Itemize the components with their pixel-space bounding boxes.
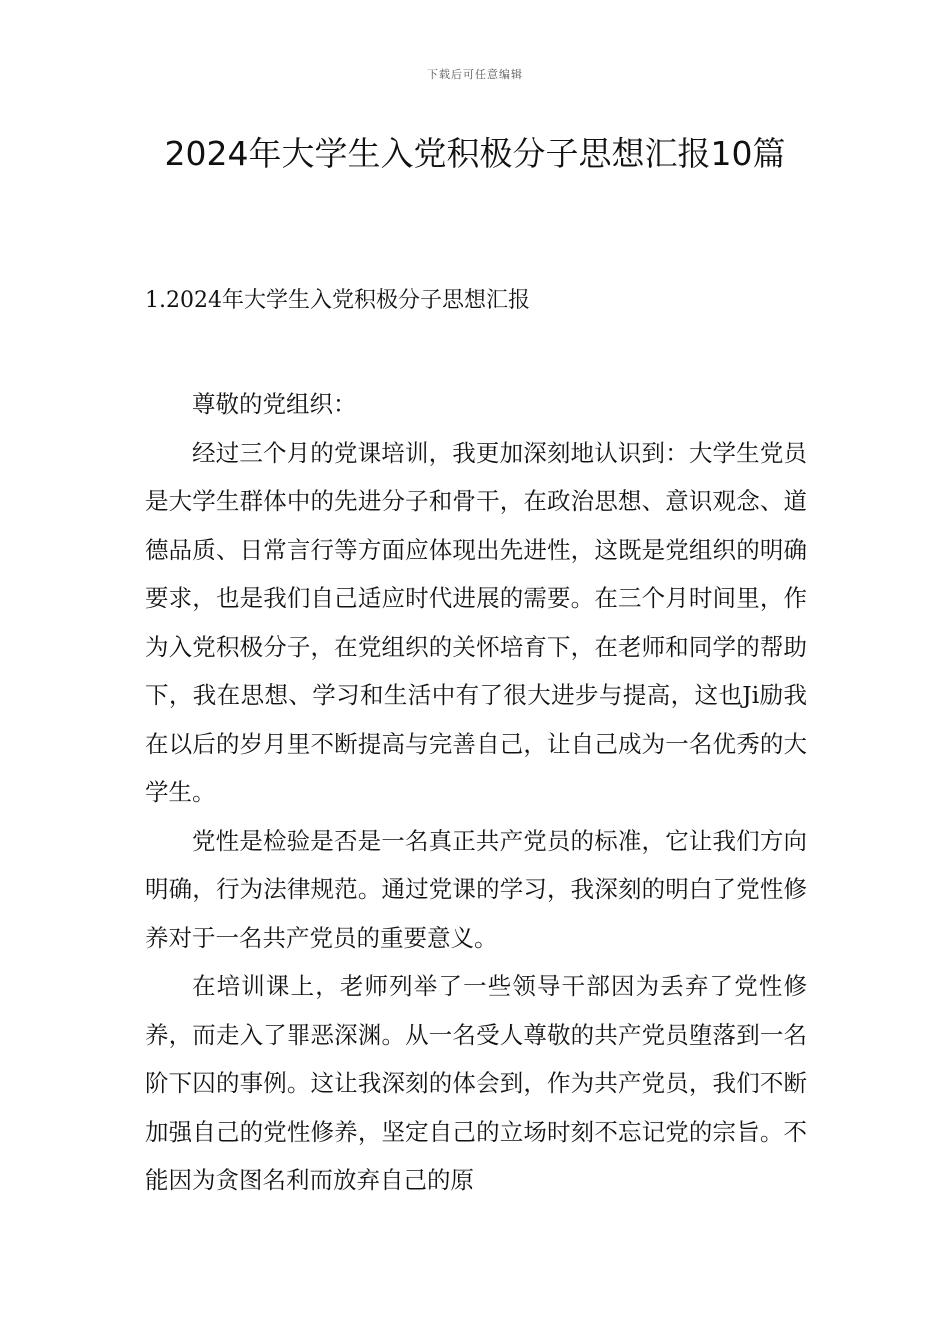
document-body bbox=[145, 380, 807, 1205]
paragraph-2: 党性是检验是否是一名真正共产党员的标准，它让我们方向明确，行为法律规范。通过党课的学习，我深刻的明白了党性修养对于一名共产党员的重要意义。 bbox=[145, 826, 807, 952]
salutation: 尊敬的党组织： bbox=[192, 390, 357, 418]
document-title: 2024年大学生入党积极分子思想汇报10篇 bbox=[164, 134, 786, 173]
paragraph-1: 经过三个月的党课培训，我更加深刻地认识到：大学生党员是大学生群体中的先进分子和骨干，在政治思想、意识观念、道德品质、日常言行等方面应体现出先进性，这既是党组织的明确要求，也是我们自己适应时代进展的需要。在三个月时间里，作为入党积极分子，在党组织的关怀培育下，在老师和同学的帮助下，我在思想、学习和生活中有了很大进步与提高，这也Ji励我在以后的岁月里不断提高与完善自己，让自己成为一名优秀的大学生。 bbox=[145, 438, 807, 806]
header-note: 下载后可任意编辑 bbox=[427, 68, 523, 81]
paragraph-3: 在培训课上，老师列举了一些领导干部因为丢弃了党性修养，而走入了罪恶深渊。从一名受人尊敬的共产党员堕落到一名阶下囚的事例。这让我深刻的体会到，作为共产党员，我们不断加强自己的党性修养，坚定自己的立场时刻不忘记党的宗旨。不能因为贪图名利而放弃自己的原 bbox=[145, 972, 807, 1194]
section-heading: 1.2024年大学生入党积极分子思想汇报 bbox=[145, 288, 530, 313]
